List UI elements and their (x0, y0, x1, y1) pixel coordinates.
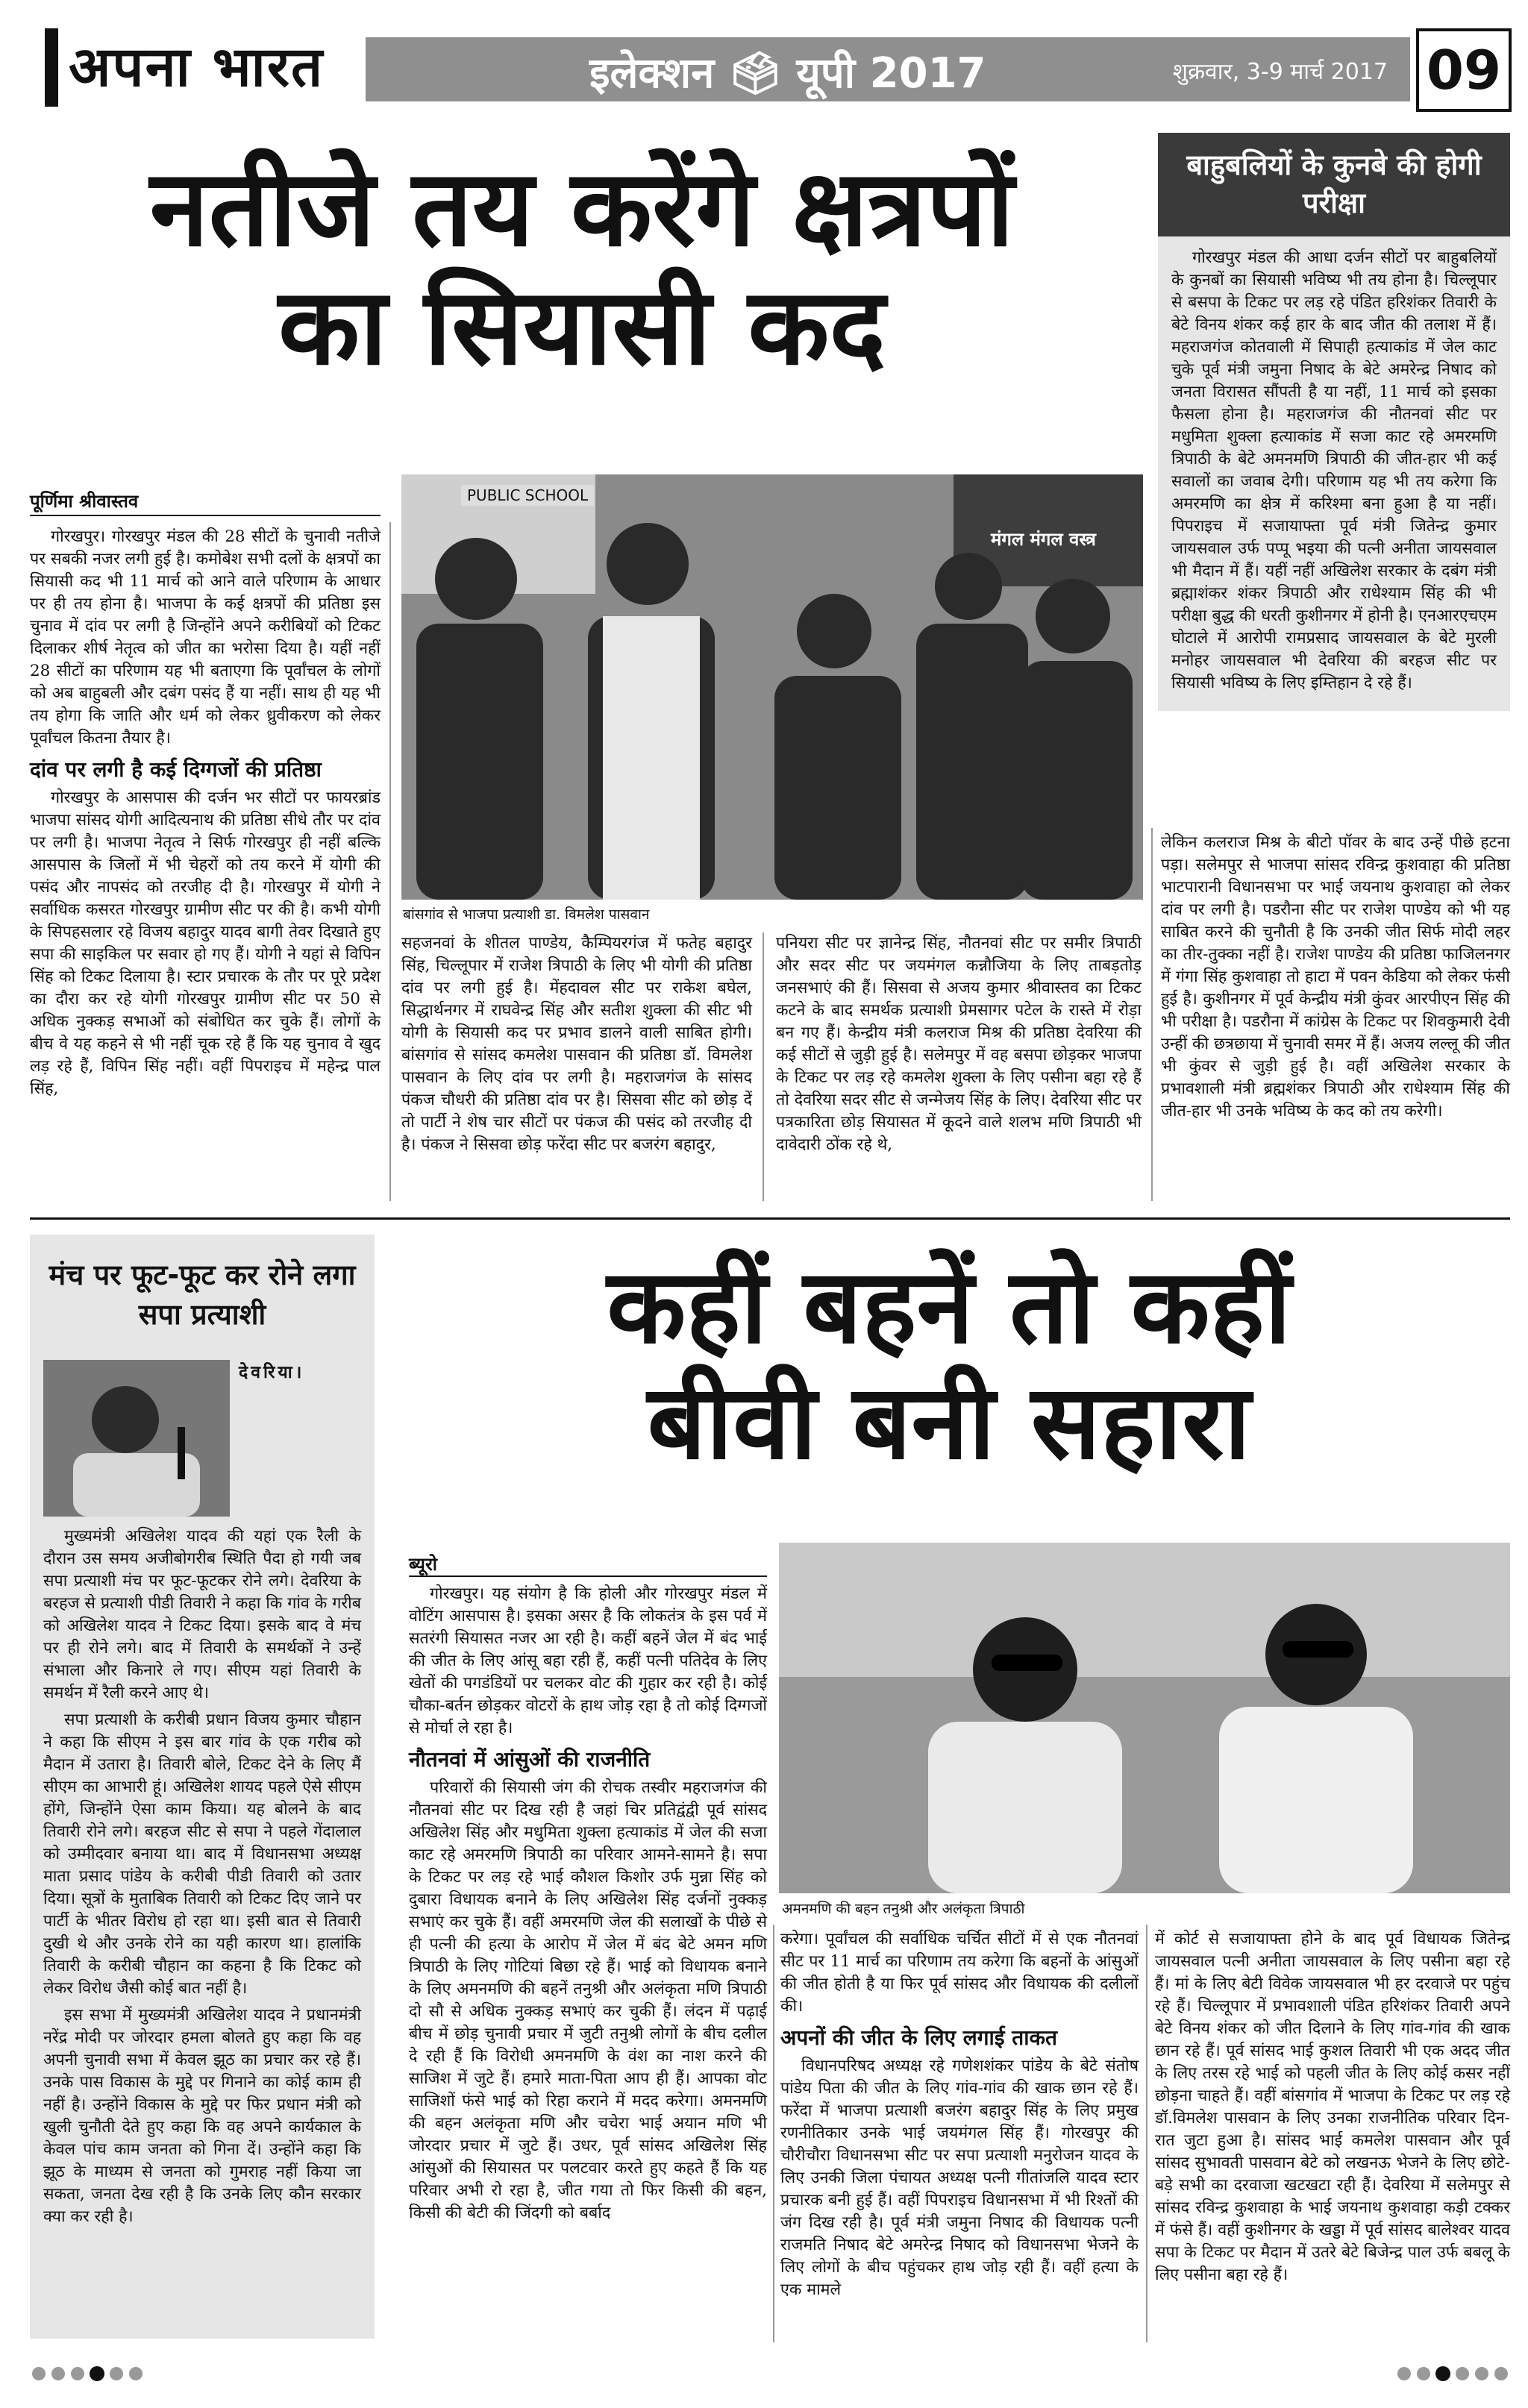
sidebar2-paragraph: मुख्यमंत्री अखिलेश यादव की यहां एक रैली के दौरान उस समय अजीबोगरीब स्थिति पैदा हो गयी जब सपा प्रत्याशी मंच पर फूट-फूटकर रोने लगे। देवरिया के बरहज से प्रत्याशी पीडी तिवारी ने कहा कि गांव के गरीब को अखिलेश यादव ने टिकट दिया। इसके बाद वे मंच पर ही रोने लगे। बाद में तिवारी के समर्थकों ने उन्हें संभाला और किनारे ले गए। सीएम यहां तिवारी के समर्थन में रैली करने आए थे। (43, 1527, 361, 1702)
shop-sign: मंगल मंगल वस्त्र (991, 529, 1096, 550)
story1-column-4 (1161, 832, 1510, 1127)
story2-paragraph: परिवारों की सियासी जंग की रोचक तस्वीर महराजगंज की नौतनवां सीट पर दिख रही है जहां चिर प्रतिद्वंद्वी पूर्व सांसद अखिलेश सिंह और मधुमिता शुक्ला हत्याकांड में जेल की सजा काट रहे अमरमणि त्रिपाठी का परिवार आमने-सामने है। सपा के टिकट पर लड़ रहे भाई कौशल किशोर उर्फ मुन्ना सिंह को दुबारा विधायक बनाने के लिए अखिलेश सिंह दर्जनों नुक्कड़ सभाएं कर चुके हैं। वहीं अमरमणि जेल की सलाखों के पीछे से ही पत्नी की हत्या के आरोप में जेल में बंद बेटे अमन मणि त्रिपाठी के लिए गोटियां बिछा रहे हैं। भाई को विधायक बनाने के लिए अमनमणि की बहनें तनुश्री और अलंकृता मणि त्रिपाठी दो सौ से अधिक नुक्कड़ सभाएं कर चुकी हैं। लंदन में पढ़ाई बीच में छोड़ चुनावी प्रचार में जुटी तनुश्री लोगों के बीच दलील दे रही हैं कि विरोधी अमनमणि के वंश का नाश करने की साजिश में जुटे हैं। हमारे माता-पिता आप ही हैं। आपका वोट साजिशों फंसे भाई को रिहा कराने में मदद करेगा। अमनमणि की बहन अलंकृता मणि और चचेरा भाई अयान मणि भी जोरदार प्रचार में जुटे हैं। उधर, पूर्व सांसद अखिलेश सिंह आंसुओं की सियासत पर पलटवार करते हुए कहते हैं कि यह परिवार अभी रो रहा है, जीत गया तो फिर किसी की बहन, किसी की बेटी की जिंदगी को बर्बाद (409, 1778, 767, 2222)
column-rule (773, 1925, 774, 2342)
speaker-illustration (43, 1360, 230, 1517)
issue-date: शुक्रवार, 3-9 मार्च 2017 (1172, 59, 1388, 85)
sidebar-heading: बाहुबलियों के कुनबे की होगी परीक्षा (1158, 133, 1510, 236)
story1-paragraph: लेकिन कलराज मिश्र के बीटो पॉवर के बाद उन्हें पीछे हटना पड़ा। सलेमपुर से भाजपा सांसद रविन्द्र कुशवाहा की प्रतिष्ठा भाटपारानी विधानसभा पर भाई जयनाथ कुशवाहा को लेकर दांव पर लगी है। पडरौना सीट पर राजेश पाण्डेय को भी यह साबित करने की चुनौती है कि उनकी जीत सिर्फ मोदी लहर का तीर-तुक्का नहीं है। राजेश पाण्डेय की प्रतिष्ठा फाजिलनगर में गंगा सिंह कुशवाहा तो हाटा में पवन केडिया को लेकर फंसी हुई है। कुशीनगर में पूर्व केन्द्रीय मंत्री कुंवर आरपीएन सिंह की भी परीक्षा है। पडरौना में कांग्रेस के टिकट पर शिवकुमारी देवी उन्हीं की छत्रछाया में चुनावी समर में हैं। अजय लल्लू की जीत भी कुंवर से जुड़ी हुई है। वहीं अखिलेश सरकार के प्रभावशाली मंत्री ब्रह्मशंकर त्रिपाठी और राधेश्याम सिंह की जीत-हार भी उनके भविष्य के कद को तय करेगी। (1161, 833, 1511, 1120)
brand-logo: अपना भारत (45, 28, 382, 107)
divider (409, 1575, 767, 1577)
story2-column-3 (1155, 1928, 1510, 2291)
story2-lead: गोरखपुर। यह संयोग है कि होली और गोरखपुर मंडल में वोटिंग आसपास है। इसका असर है कि लोकतंत्र के इस पर्व में सतरंगी सियासत नजर आ रही है। कहीं बहनें जेल में बंद भाई की जीत के लिए आंसू बहा रही हैं, कहीं पत्नी पतिदेव के लिए खेतों की पगडंडियों पर चलकर वोट की गुहार कर रही है। कोई चौका-बर्तन छोड़कर वोटरों के हाथ जोड़ रहा है तो कोई दिग्गजों से मोर्चा ले रहा है। (409, 1584, 767, 1737)
sisters-illustration (779, 1543, 1510, 1893)
dots-icon (30, 2365, 1510, 2383)
story1-lead: गोरखपुर। गोरखपुर मंडल की 28 सीटों के चुनावी नतीजे पर सबकी नजर लगी हुई है। कमोबेश सभी दलों के क्षत्रपों का सियासी कद भी 11 मार्च को आने वाले परिणाम के आधार पर ही तय होना है। भाजपा के कई क्षत्रपों की प्रतिष्ठा इस चुनाव में दांव पर लगी है जिन्होंने अपने करीबियों को टिकट दिलाकर शीर्ष नेतृत्व को जीत का भरोसा दिया है। यहीं नहीं 28 सीटों का परिणाम यह भी बताएगा कि पूर्वांचल के लोगों को अब बाहुबली और दबंग पसंद हैं या नहीं। साथ ही यह भी तय होगा कि जाति और धर्म को लेकर ध्रुवीकरण को लेकर पूर्वांचल कितना तैयार है। (30, 527, 381, 747)
story1-subhead: दांव पर लगी है कई दिग्गजों की प्रतिष्ठा (30, 757, 322, 782)
story2-byline: ब्यूरो (409, 1554, 437, 1575)
photo-banner: PUBLIC SCHOOL (461, 485, 594, 506)
section-divider (30, 1217, 1510, 1220)
sidebar-body (1158, 236, 1510, 711)
story1-headline-line1: नतीजे तय करेंगे क्षत्रपों (149, 147, 1015, 270)
story2-headline-line1: कहीं बहनें तो कहीं (607, 1247, 1291, 1367)
section-title: इलेक्शन 🗳 यूपी 2017 (589, 49, 986, 98)
photo-caption: अमनमणि की बहन तनुश्री और अलंकृता त्रिपाठी (782, 1901, 1025, 1917)
story2-headline (388, 1247, 1510, 1482)
story1-paragraph: पनियरा सीट पर ज्ञानेन्द्र सिंह, नौतनवां सीट पर समीर त्रिपाठी और सदर सीट पर जयमंगल कन्नौजिया के लिए ताबड़तोड़ जनसभाएं की हैं। सिसवा से अजय कुमार श्रीवास्तव का टिकट कटने के बाद समर्थक प्रत्याशी प्रेमसागर पटेल के रास्ते में रोड़ा बन गए हैं। केन्द्रीय मंत्री कलराज मिश्र की प्रतिष्ठा देवरिया की कई सीटों से जुड़ी हुई है। सलेमपुर में वह बसपा छोड़कर भाजपा के टिकट पर लड़ रहे कमलेश शुक्ला के लिए पसीना बहा रहे हैं तो देवरिया सदर सीट से जन्मेजय सिंह के लिए। देवरिया सीट पर पत्रकारिता छोड़ सियासत में कूदने वाले शलभ मणि त्रिपाठी भी दावेदारी ठोंक रहे थे, (776, 934, 1142, 1154)
story2-paragraph: में कोर्ट से सजायाफ्ता होने के बाद पूर्व विधायक जितेन्द्र जायसवाल पत्नी अनीता जायसवाल के लिए पसीना बहा रहे हैं। मां के लिए बेटी विवेक जायसवाल भी हर दरवाजे पर पहुंच रहे हैं। चिल्लूपार में प्रभावशाली पंडित हरिशंकर तिवारी अपने बेटे विनय शंकर को जीत दिलाने के लिए गांव-गांव की खाक छान रहे हैं। पूर्व सांसद भाई कुशल तिवारी भी एक अदद जीत के लिए तरस रहे भाई को पहली जीत के लिए कोई कसर नहीं छोड़ना चाहते हैं। वहीं बांसगांव में भाजपा के टिकट पर लड़ रहे डॉ.विमलेश पासवान के लिए उनका राजनीतिक परिवार दिन-रात जुटा हुआ है। सांसद भाई कमलेश पासवान और पूर्व सांसद सुभावती पासवान बेटे को लखनऊ भेजने के लिए छोटे-बड़े सभी का दरवाजा खटखटा रही हैं। देवरिया में सलेमपुर से सांसद रविन्द्र कुशवाहा के भाई जयनाथ कुशवाहा कड़ी टक्कर में फंसे हैं। वहीं कुशीनगर के खड्डा में पूर्व सांसद बालेश्वर यादव सपा के टिकट पर मैदान में उतरे बेटे बिजेन्द्र पाल उर्फ बबलू के लिए पसीना बहा रहे हैं। (1155, 1930, 1510, 2284)
sidebar2-body (43, 1526, 361, 2233)
story2-paragraph: करेगा। पूर्वांचल की सर्वाधिक चर्चित सीटों में से एक नौतनवां सीट पर 11 मार्च का परिणाम तय करेगा कि बहनों के आंसुओं की जीत होती है या फिर पूर्व सांसद और विधायक की दलीलों की। (780, 1930, 1139, 2016)
story1-byline: पूर्णिमा श्रीवास्तव (30, 491, 139, 512)
story2-column-1 (409, 1583, 767, 2229)
crying-candidate-photo (43, 1360, 230, 1517)
column-rule (389, 522, 391, 1201)
story1-column-1 (30, 526, 381, 1105)
sidebar2-paragraph: सपा प्रत्याशी के करीबी प्रधान विजय कुमार चौहान ने कहा कि सीएम ने इस बार गांव के एक गरीब को मैदान में उतारा है। तिवारी बोले, टिकट देने के लिए मैं सीएम का आभारी हूं। अखिलेश शायद पहले ऐसे सीएम होंगे, जिन्होंने ऐसा काम किया। यह बोलने के बाद तिवारी रोने लगे। बरहज सीट से सपा ने पहले गेंदालाल को उम्मीदवार बनाया था। बाद में विधानसभा अध्यक्ष माता प्रसाद पांडेय के करीबी पीडी तिवारी को उतार दिया। सूत्रों के मुताबिक तिवारी को टिकट दिए जाने पर पार्टी के भीतर विरोध हो रहा था। इसी बात से तिवारी दुखी थे और उनके रोने का यही कारण था। हालांकि तिवारी के करीबी चौहान का कहना है कि टिकट को लेकर विरोध जैसी कोई बात नहीं है। (43, 1711, 361, 1998)
section-band (366, 37, 1410, 101)
sidebar2-intro (239, 1361, 362, 1384)
sidebar-bahubali (1158, 133, 1510, 711)
column-rule (1146, 1925, 1147, 2342)
sisters-photo (779, 1543, 1510, 1893)
photo-caption: बांसगांव से भाजपा प्रत्याशी डा. विमलेश पासवान (403, 906, 650, 923)
story1-column-2 (401, 932, 752, 1161)
footer-ornament (30, 2365, 1510, 2383)
story2-column-2 (780, 1928, 1139, 2306)
story2-headline-line2: बीवी बनी सहारा (647, 1361, 1251, 1482)
sidebar2-paragraph: इस सभा में मुख्यमंत्री अखिलेश यादव ने प्रधानमंत्री नरेंद्र मोदी पर जोरदार हमला बोलते हुए कहा कि वह अपनी चुनावी सभा में केवल झूठ का प्रचार कर रहे हैं। उनके पास विकास के मुद्दे पर गिनाने का कोई काम ही नहीं है। उन्होंने विकास के मुद्दे पर फिर प्रधान मंत्री को खुली चुनौती देते हुए कहा कि वह अपने कार्यकाल के केवल पांच काम जनता को गिना दें। उन्होंने कहा कि झूठ के माध्यम से जनता को गुमराह नहीं किया जा सकता, जनता देख रही है कि उनके लिए कौन सरकार क्या कर रही है। (43, 2006, 361, 2226)
story1-column-3 (776, 932, 1142, 1161)
story1-paragraph: सहजनवां के शीतल पाण्डेय, कैम्पियरगंज में फतेह बहादुर सिंह, चिल्लूपार में राजेश त्रिपाठी के लिए भी योगी की प्रतिष्ठा दांव पर लगी हुई है। मेंहदावल सीट पर राकेश बघेल, सिद्धार्थनगर में राघवेन्द्र सिंह और सतीश शुक्ला की सीट भी योगी के सियासी कद पर प्रभाव डालने वाली साबित होगी। बांसगांव से सांसद कमलेश पासवान की प्रतिष्ठा डॉ. विमलेश पासवान के लिए दांव पर लगी है। महराजगंज के सांसद पंकज चौधरी की प्रतिष्ठा दांव पर है। सिसवा सीट को छोड़ दें तो पार्टी ने शेष चार सीटों पर पंकज की पसंद को तरजीह दी है। पंकज ने सिसवा छोड़ फरेंदा सीट पर बजरंग बहादुर, (401, 934, 752, 1154)
column-rule (1151, 828, 1153, 1201)
dateline: देवरिया। (239, 1362, 305, 1382)
sidebar2-heading: मंच पर फूट-फूट कर रोने लगा सपा प्रत्याशी (48, 1258, 356, 1332)
story2-paragraph: विधानपरिषद अध्यक्ष रहे गणेशशंकर पांडेय के बेटे संतोष पांडेय पिता की जीत के लिए गांव-गांव की खाक छान रहे हैं। फरेंदा में भाजपा प्रत्याशी बजरंग बहादुर सिंह के लिए प्रमुख रणनीतिकार उनके भाई जयमंगल सिंह हैं। गोरखपुर की चौरीचौरा विधानसभा सीट पर सपा प्रत्याशी मनुरोजन यादव के लिए उनकी जिला पंचायत अध्यक्ष पत्नी गीतांजलि यादव स्टार प्रचारक बनी हुई हैं। वहीं पिपराइच विधानसभा में भी रिश्तों की जंग दिख रही है। पूर्व मंत्री जमुना निषाद की विधायक पत्नी राजमति निषाद बेटे अमरेन्द्र निषाद को विधानसभा भेजने के लिए लोगों के बीच पहुंचकर हाथ जोड़ रही हैं। वहीं हत्या के एक मामले (780, 2057, 1139, 2299)
story2-subhead: अपनों की जीत के लिए लगाई ताकत (780, 2025, 1057, 2050)
story1-paragraph: गोरखपुर के आसपास की दर्जन भर सीटों पर फायरब्रांड भाजपा सांसद योगी आदित्यनाथ की प्रतिष्ठा सीधे तौर पर दांव पर लगी है। भाजपा नेतृत्व ने सिर्फ गोरखपुर ही नहीं बल्कि आसपास के जिलों में भी चेहरों को तय करने में योगी की पसंद और नापसंद को तरजीह दी है। गोरखपुर में योगी ने सर्वाधिक कसरत गोरखपुर ग्रामीण सीट पर की है। कभी योगी के सिपहसलार रहे विजय बहादुर यादव बागी तेवर दिखाते हुए सपा की साइकिल पर सवार हो गए हैं। योगी ने यहां से विपिन सिंह को टिकट दिलाया है। स्टार प्रचारक के तौर पर पूरे प्रदेश का दौरा कर रहे योगी गोरखपुर ग्रामीण सीट पर 50 से अधिक नुक्कड़ सभाओं को संबोधित कर चुके हैं। लोगों के बीच वे यह कहने से भी नहीं चूक रहे हैं कि यह चुनाव वे खुद लड़ रहे हैं, विपिन सिंह नहीं। वहीं पिपराइच में महेन्द्र पाल सिंह, (30, 788, 381, 1098)
sidebar-paragraph: गोरखपुर मंडल की आधा दर्जन सीटों पर बाहुबलियों के कुनबों का सियासी भविष्य भी तय होना है। चिल्लूपार से बसपा के टिकट पर लड़ रहे पंडित हरिशंकर तिवारी के बेटे विनय शंकर कई हार के बाद जीत की तलाश में हैं। महराजगंज कोतवाली में सिपाही हत्याकांड में जेल काट चुके पूर्व मंत्री जमुना निषाद के बेटे अमरेन्द्र निषाद को जनता विरासत सौंपती है या नहीं, 11 मार्च को इसका फैसला होना है। महराजगंज की नौतनवां सीट पर मधुमिता शुक्ला हत्याकांड में सजा काट रहे अमरमणि त्रिपाठी के बेटे अमनमणि त्रिपाठी की जीत-हार भी कई सवालों का जवाब देगी। परिणाम यह भी तय करेगा कि अमरमणि का क्षेत्र में करिश्मा बना हुआ है या नहीं। पिपराइच में सजायाफ्ता पूर्व मंत्री जितेन्द्र कुमार जायसवाल उर्फ पप्पू भइया की पत्नी अनीता जायसवाल भी मैदान में हैं। यहीं नहीं अखिलेश सरकार के दबंग मंत्री ब्रह्माशंकर शंकर त्रिपाठी और राधेश्याम सिंह की भी परीक्षा बुद्ध की धरती कुशीनगर में होनी है। एनआरएचएम घोटाले में आरोपी रामप्रसाद जायसवाल के बेटे मुरली मनोहर जायसवाल भी देवरिया की बरहज सीट पर सियासी भविष्य के लिए इम्तिहान दे रहे हैं। (1171, 248, 1497, 692)
masthead (45, 28, 1507, 110)
divider (30, 515, 381, 516)
candidate-photo (401, 474, 1143, 900)
story1-headline-line2: का सियासी कद (278, 266, 886, 389)
story2-subhead: नौतनवां में आंसुओं की राजनीति (409, 1747, 651, 1772)
story1-headline (22, 147, 1142, 389)
page-number: 09 (1416, 28, 1512, 112)
sidebar-crying-candidate (30, 1235, 375, 2339)
column-rule (763, 932, 764, 1201)
